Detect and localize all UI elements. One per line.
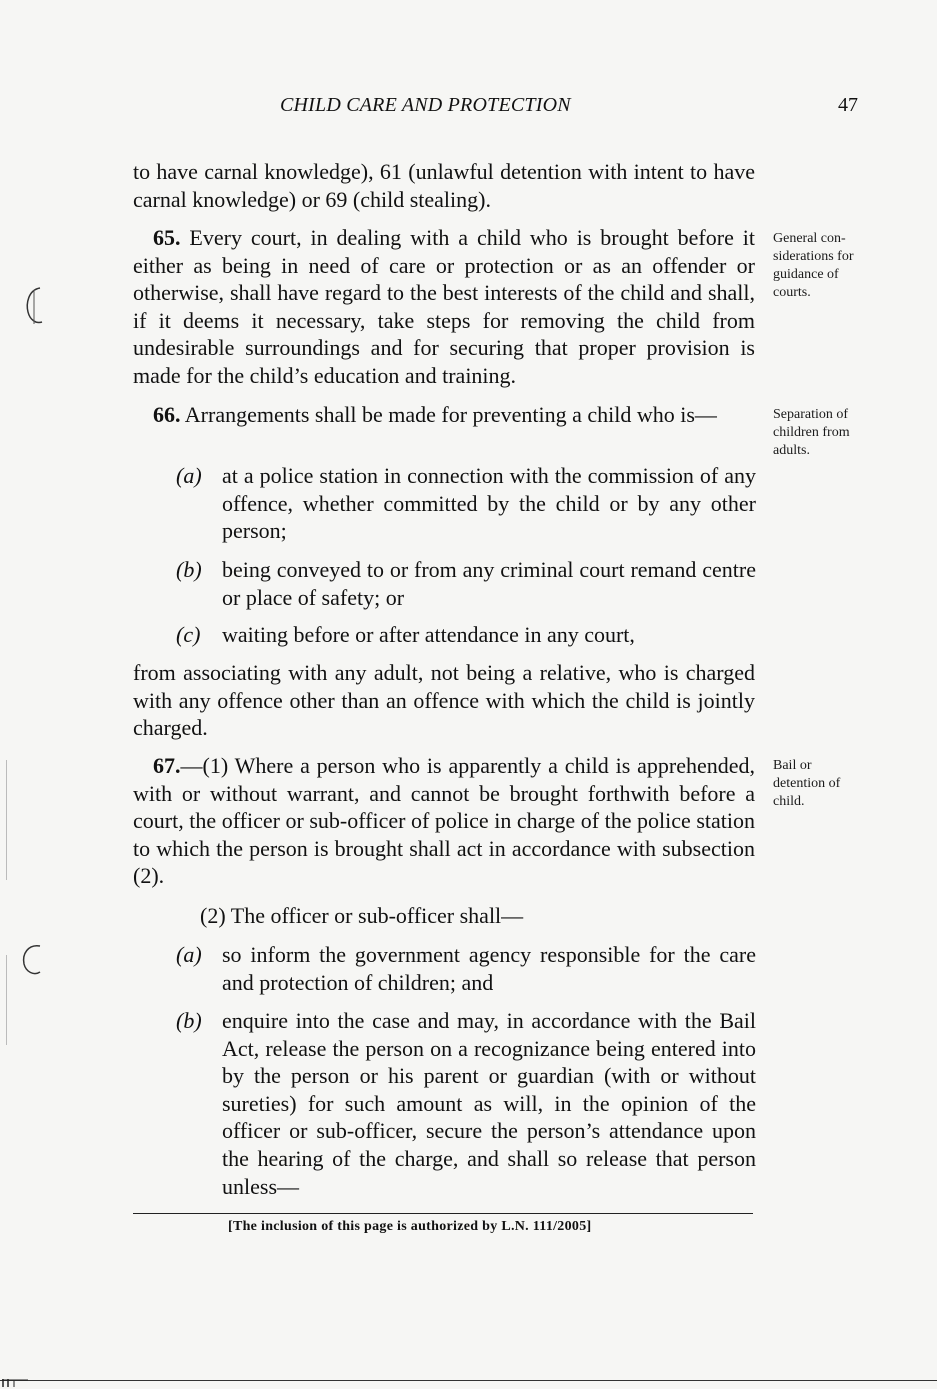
section-66-number: 66. (153, 402, 181, 427)
item-text: waiting before or after attendance in any court, (222, 622, 635, 647)
running-header-title: CHILD CARE AND PROTECTION (280, 94, 571, 116)
item-text: enquire into the case and may, in accordance with the Bail Act, release the person on a recognizance being entered into by the person or his parent or guardian (with or without sureties) for such amount as will, in the opinion of the officer or sub-officer, secure the person’s attendance upon the hearing of the charge, and shall so release that person unless— (222, 1008, 756, 1199)
item-label: (a) (176, 463, 202, 488)
scan-bottom-edge (0, 1380, 937, 1381)
section-66-intro: Arrangements shall be made for preventing a child who is— (180, 402, 717, 427)
binder-hole-mark (22, 284, 48, 328)
scan-edge-ticks (2, 1377, 32, 1387)
section-67-paragraph (133, 752, 755, 890)
continuation-paragraph (133, 158, 755, 213)
section-67-text: —(1) Where a person who is apparently a child is apprehended, with or without warrant, and cannot be brought forthwith before a court, the officer or sub-officer of police in charge of the police station to which the person is brought shall act in accordance with subsection (2). (133, 753, 755, 889)
authorization-footnote: [The inclusion of this page is authorized by L.N. 111/2005] (228, 1219, 592, 1234)
binder-hole-mark (18, 940, 46, 980)
section-66-closing-paragraph (133, 659, 755, 742)
section-65-number: 65. (153, 225, 181, 250)
item-text: at a police station in connection with the commission of any offence, whether committed by the child or by any other person; (222, 463, 756, 544)
page-number: 47 (838, 94, 858, 116)
margin-note-section-66: Separation of children from adults. (773, 407, 850, 458)
item-label: (c) (176, 622, 201, 647)
scan-edge-mark (6, 955, 7, 1045)
subsection-2-intro: (2) The officer or sub-officer shall— (200, 903, 524, 928)
item-text: being conveyed to or from any criminal court remand centre or place of safety; or (222, 557, 756, 610)
scan-edge-mark (6, 760, 7, 880)
item-label: (b) (176, 1008, 202, 1033)
section-65-paragraph (133, 224, 755, 390)
section-65-text: Every court, in dealing with a child who is brought before it either as being in need of care or protection or as an offender or otherwise, shall have regard to the best interests of the child and shall, if it deems it necessary, take steps for removing the child from undesirable surroundings and for securing that proper provision is made for the child’s education and training. (133, 225, 755, 388)
continuation-text: to have carnal knowledge), 61 (unlawful detention with intent to have carnal knowledge) or 69 (child stealing). (133, 159, 755, 212)
item-text: so inform the government agency responsible for the care and protection of children; and (222, 942, 756, 995)
item-label: (b) (176, 557, 202, 582)
section-66-intro-paragraph (133, 401, 755, 429)
section-66-closing: from associating with any adult, not being a relative, who is charged with any offence other than an offence with which the child is jointly charged. (133, 660, 755, 741)
footer-divider (133, 1213, 753, 1214)
margin-note-section-67: Bail or detention of child. (773, 758, 841, 809)
margin-note-section-65: General con-siderations for guidance of courts. (773, 231, 854, 300)
section-67-number: 67. (153, 753, 181, 778)
item-label: (a) (176, 942, 202, 967)
